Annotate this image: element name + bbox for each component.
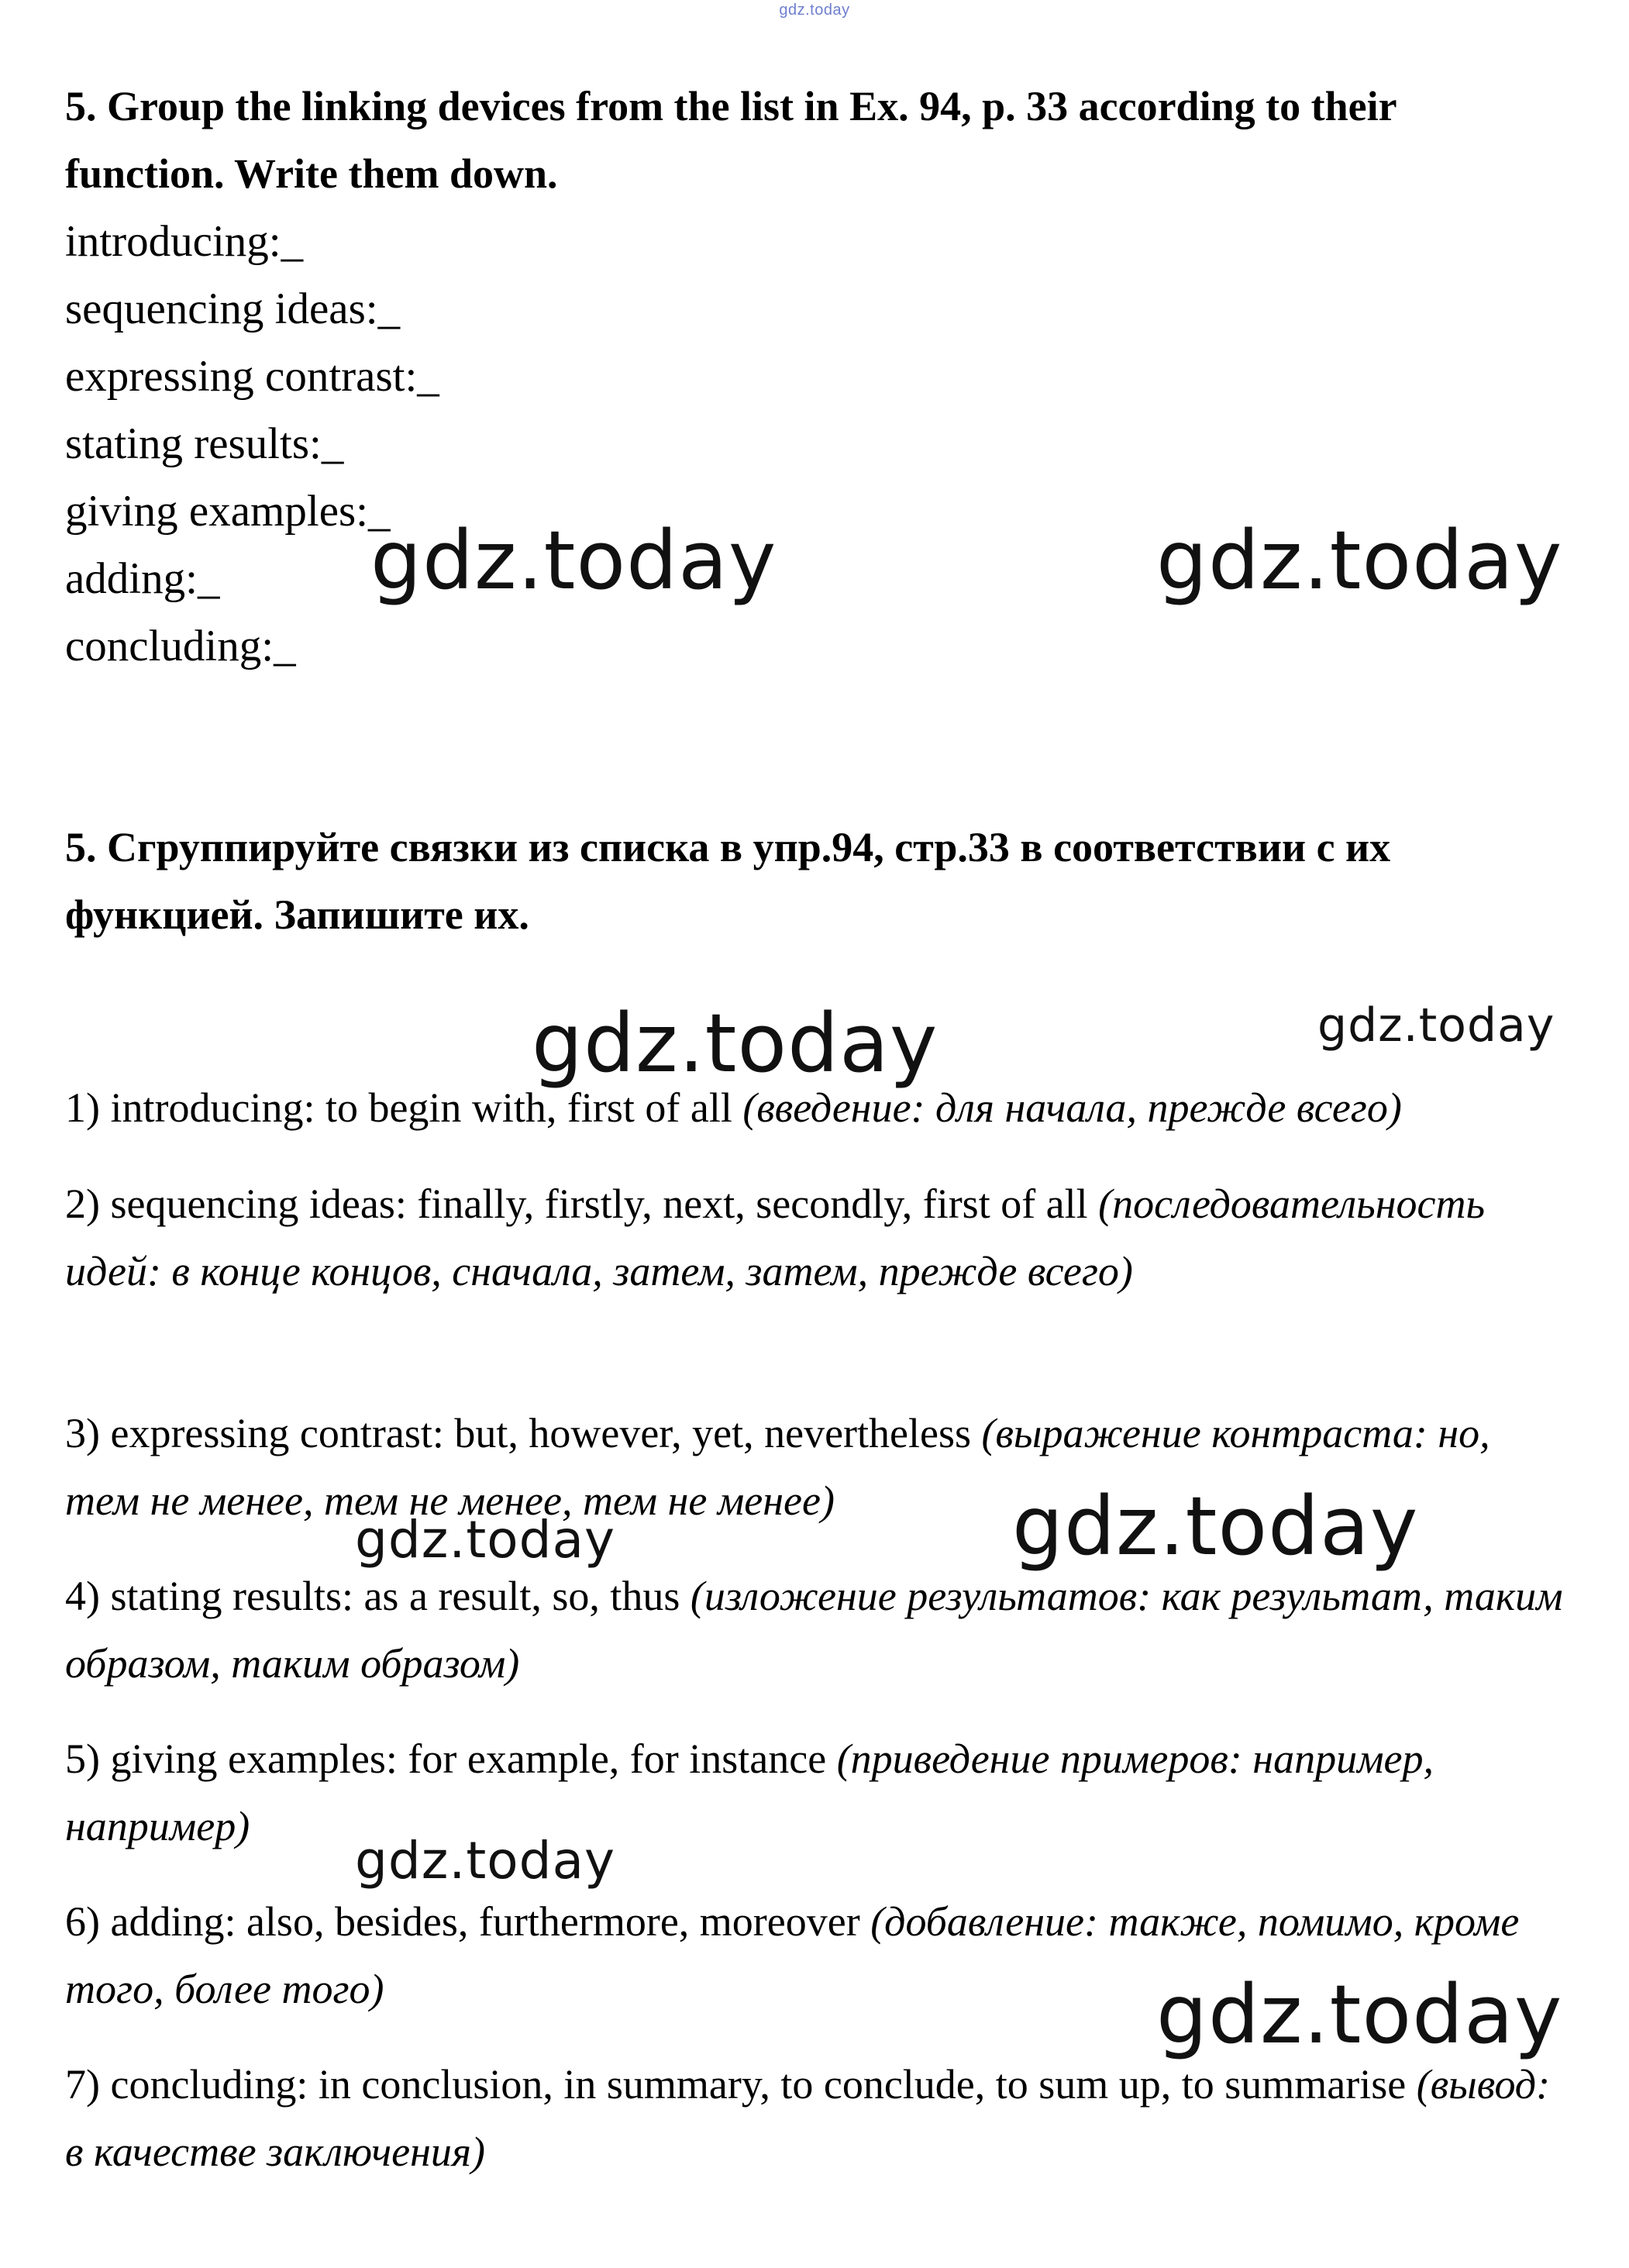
blank-item-adding: adding:_ — [65, 554, 220, 603]
answer-item — [65, 1563, 1569, 1698]
task-heading-english: 5. Group the linking devices from the list in Ex. 94, p. 33 according to their function. Write them down. — [65, 83, 1397, 197]
answer-english: 1) introducing: to begin with, first of all — [65, 1084, 732, 1131]
blank-item-results: stating results:_ — [65, 419, 344, 468]
answer-item — [65, 2051, 1569, 2186]
answer-english: 6) adding: also, besides, furthermore, moreover — [65, 1898, 860, 1945]
blank-item-contrast: expressing contrast:_ — [65, 352, 439, 401]
answer-item — [65, 1170, 1569, 1305]
watermark: gdz.today — [355, 1510, 616, 1570]
watermark: gdz.today — [1317, 998, 1555, 1053]
answer-english: 7) concluding: in conclusion, in summary, to conclude, to sum up, to summarise — [65, 2061, 1407, 2108]
answer-english: 5) giving examples: for example, for instance — [65, 1735, 827, 1782]
top-watermark: gdz.today — [779, 2, 850, 19]
answer-russian: (изложение результатов: как результат, таким образом, таким образом) — [65, 1573, 1563, 1687]
watermark: gdz.today — [1012, 1479, 1419, 1573]
answer-russian: (приведение примеров: например, например) — [65, 1735, 1434, 1849]
blank-item-concluding: concluding:_ — [65, 622, 296, 670]
watermark: gdz.today — [370, 513, 777, 608]
blank-item-sequencing: sequencing ideas:_ — [65, 284, 401, 333]
watermark: gdz.today — [532, 996, 938, 1091]
watermark: gdz.today — [1156, 513, 1563, 608]
answer-english: 3) expressing contrast: but, however, yet, nevertheless — [65, 1410, 971, 1456]
answer-item — [65, 1725, 1569, 1860]
blank-item-examples: giving examples:_ — [65, 487, 391, 536]
answer-russian: (введение: для начала, прежде всего) — [742, 1084, 1402, 1131]
watermark: gdz.today — [1156, 1967, 1563, 2062]
task-heading-russian: 5. Сгруппируйте связки из списка в упр.94, стр.33 в соответствии с их функцией. Запишите их. — [65, 824, 1391, 938]
answer-russian: (последовательность идей: в конце концов, сначала, затем, затем, прежде всего) — [65, 1181, 1486, 1294]
watermark: gdz.today — [355, 1831, 616, 1891]
answer-english: 4) stating results: as a result, so, thus — [65, 1573, 680, 1619]
answer-russian: (добавление: также, помимо, кроме того, более того) — [65, 1898, 1520, 2012]
blank-list — [65, 208, 439, 680]
answer-english: 2) sequencing ideas: finally, firstly, next, secondly, first of all — [65, 1181, 1088, 1227]
answer-russian: (выражение контраста: но, тем не менее, тем не менее, тем не менее) — [65, 1410, 1490, 1524]
answer-russian: (вывод: в качестве заключения) — [65, 2061, 1551, 2175]
blank-item-introducing: introducing:_ — [65, 217, 304, 266]
